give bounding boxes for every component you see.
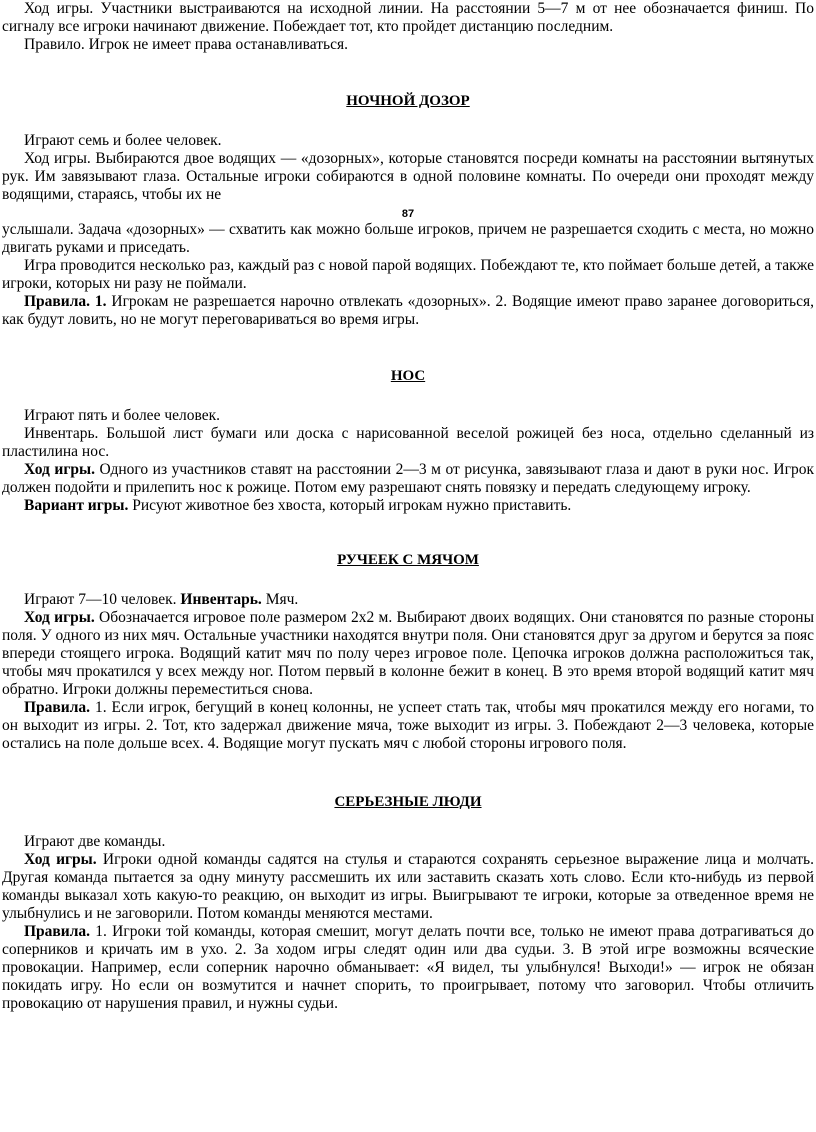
rules-label: Правила. [24,923,91,940]
stream-rules [2,699,814,753]
section-title-nose: НОС [390,368,426,384]
players-text: Играют 7—10 человек. [24,591,181,608]
rules-label: Правила. 1. [24,293,107,310]
rules-text: Игрокам не разрешается нарочно отвлекать «дозорных». 2. Водящие имеют право заранее договориться, как будут ловить, но не могут переговариваться во время игры. [2,293,814,328]
intro-rule: Правило. Игрок не имеет права останавливаться. [24,36,348,53]
night-players: Играют семь и более человек. [24,132,222,149]
inventory-label: Инвентарь. [180,591,262,608]
serious-players: Играют две команды. [24,833,166,850]
page-number: 87 [401,208,415,220]
section-title-serious: СЕРЬЕЗНЫЕ ЛЮДИ [334,794,482,810]
nose-gameplay [2,461,814,497]
night-rounds: Игра проводится несколько раз, каждый раз с новой парой водящих. Побеждают те, кто поймает больше детей, а также игроки, которых ни разу не поймали. [2,257,814,292]
stream-gameplay [2,609,814,699]
night-rules [2,293,814,329]
rules-label: Правила. [24,699,91,716]
rules-text: 1. Игроки той команды, которая смешит, могут делать почти все, только не имеют права дотрагиваться до соперников и кричать им в ухо. 2. За ходом игры следят один или два судьи. 3. В этой игре возможны всяческие провокации. Например, если соперник нарочно обманывает: «Я видел, ты улыбнулся! Выходи!» — игрок не обязан покидать игру. Но если он возмутится и начнет спорить, то проигрывает, потому что заговорил. Чтобы отличить провокацию от нарушения правил, и нужны судьи. [2,923,814,1012]
gameplay-text: Одного из участников ставят на расстоянии 2—3 м от рисунка, завязывают глаза и дают в руки нос. Игрок должен подойти и прилепить нос к рожице. Потом ему разрешают снять повязку и передать следующему игроку. [2,461,814,496]
stream-players [2,591,814,609]
gameplay-text: Игроки одной команды садятся на стулья и стараются сохранять серьезное выражение лица и молчать. Другая команда пытается за одну минуту рассмешить их или заставить сказать хоть слово. Если кто-нибудь из первой команды выказал хоть какую-то реакцию, он выходит из игры. Выигрывают те игроки, которые за отведенное время не улыбнулись и не заговорили. Потом команды меняются местами. [2,851,814,922]
serious-gameplay [2,851,814,923]
section-title-stream: РУЧЕЕК С МЯЧОМ [337,552,479,568]
night-gameplay-cont: услышали. Задача «дозорных» — схватить как можно больше игроков, причем не разрешается сходить с места, но можно двигать руками и приседать. [2,221,814,256]
gameplay-label: Ход игры. [24,461,95,478]
serious-rules [2,923,814,1013]
nose-players: Играют пять и более человек. [24,407,220,424]
intro-paragraph: Ход игры. Участники выстраиваются на исходной линии. На расстоянии 5—7 м от нее обозначается финиш. По сигналу все игроки начинают движение. Побеждает тот, кто пройдет дистанцию последним. [2,0,814,35]
section-title-night: НОЧНОЙ ДОЗОР [346,93,470,109]
variant-label: Вариант игры. [24,497,129,514]
gameplay-text: Обозначается игровое поле размером 2х2 м. Выбирают двоих водящих. Они становятся по разные стороны поля. У одного из них мяч. Остальные участники находятся внутри поля. Они становятся друг за другом и берутся за пояс впереди стоящего игрока. Водящий катит мяч по полу через игровое поле. Цепочка игроков должна расположиться так, чтобы мяч прокатился у всех между ног. Потом первый в колонне бежит в конец. В это время второй водящий катит мяч обратно. Игроки должны переместиться снова. [2,609,814,698]
gameplay-label: Ход игры. [24,851,97,868]
inventory-text: Мяч. [261,591,299,608]
night-gameplay: Ход игры. Выбираются двое водящих — «дозорных», которые становятся посреди комнаты на расстоянии вытянутых рук. Им завязывают глаза. Остальные игроки собираются в одной половине комнаты. По очереди они проходят между водящими, стараясь, чтобы их не [2,150,814,203]
gameplay-label: Ход игры. [24,609,95,626]
nose-inventory: Инвентарь. Большой лист бумаги или доска с нарисованной веселой рожицей без носа, отдельно сделанный из пластилина нос. [2,425,814,460]
rules-text: 1. Если игрок, бегущий в конец колонны, не успеет стать так, чтобы мяч прокатился между его ногами, то он выходит из игры. 2. Тот, кто задержал движение мяча, тоже выходит из игры. 3. Побеждают 2—3 человека, которые остались на поле дольше всех. 4. Водящие могут пускать мяч с любой стороны игрового поля. [2,699,814,752]
variant-text: Рисуют животное без хвоста, который игрокам нужно приставить. [128,497,572,514]
nose-variant [2,497,814,515]
